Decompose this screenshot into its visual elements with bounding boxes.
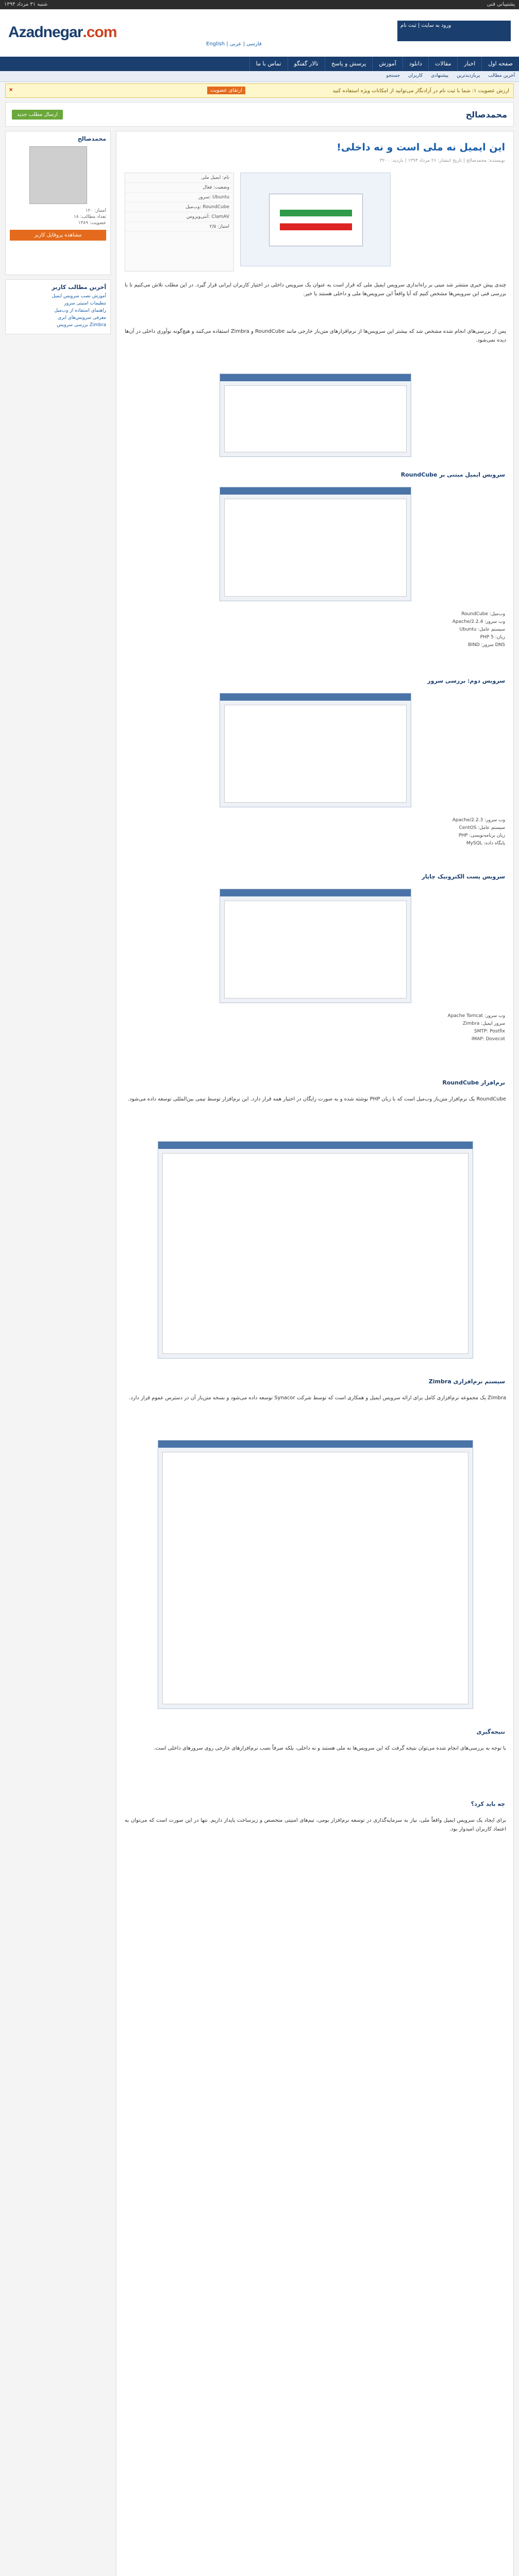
article-paragraph: Zimbra یک مجموعه نرم‌افزاری کامل برای ارائه سرویس ایمیل و همکاری است که توسط شرکت Synacor توسعه داده می‌شود و نسخه متن‌باز آن در دسترس عموم قرار دارد. xyxy=(129,1395,506,1401)
topbar-support-link[interactable]: پشتیبانی فنی xyxy=(487,2,515,7)
section-heading: نتیجه‌گیری xyxy=(476,1728,505,1735)
close-icon[interactable]: × xyxy=(9,87,13,93)
profile-stat: امتیاز: ۱۲۰ xyxy=(85,208,106,213)
info-row: امتیاز: ۲/۵ xyxy=(125,222,233,232)
section-heading: سرویس دوم: بررسی سرور xyxy=(427,677,505,684)
screenshot-image xyxy=(158,1440,473,1709)
info-row: وضعیت: فعال xyxy=(125,183,233,193)
article-main xyxy=(116,131,514,2576)
flag-icon xyxy=(280,210,352,230)
avatar[interactable] xyxy=(29,146,87,204)
screenshot-image xyxy=(220,693,411,807)
hero-image xyxy=(240,173,391,266)
section-heading: سیستم نرم‌افزاری Zimbra xyxy=(428,1378,505,1385)
profile-stat: تعداد مطالب: ۱۸ xyxy=(73,214,106,219)
nav-item[interactable]: مقالات xyxy=(428,57,457,71)
info-row: نام: ایمیل ملی xyxy=(125,173,233,183)
info-row: وب‌میل: RoundCube xyxy=(125,202,233,212)
article-paragraph: پس از بررسی‌های انجام شده مشخص شد که بیشتر این سرویس‌ها از نرم‌افزارهای متن‌باز خارجی مانند RoundCube و Zimbra استفاده می‌کنند و هیچ‌گونه نوآوری داخلی در آن‌ها دیده نمی‌شود. xyxy=(125,329,507,343)
article-paragraph: برای ایجاد یک سرویس ایمیل واقعاً ملی، نیاز به سرمایه‌گذاری در توسعه نرم‌افزار بومی، تیم‌های امنیتی متخصص و زیرساخت پایدار داریم. تنها در این صورت است که می‌توان به اعتماد کاربران امیدوار بود. xyxy=(125,1818,506,1832)
topbar-date: شنبه ۳۱ مرداد ۱۳۹۴ xyxy=(4,2,48,7)
info-row: آنتی‌ویروس: ClamAV xyxy=(125,212,233,222)
article-paragraph: با توجه به بررسی‌های انجام شده می‌توان نتیجه گرفت که این سرویس‌ها نه ملی هستند و نه داخلی، بلکه صرفاً نصب نرم‌افزارهای خارجی روی سرورهای داخلی است. xyxy=(154,1745,506,1751)
subnav-item[interactable]: آخرین مطالب xyxy=(488,73,515,78)
new-post-button[interactable]: ارسال مطلب جدید xyxy=(12,110,63,120)
top-bar xyxy=(0,0,519,9)
nav-item[interactable]: اخبار xyxy=(457,57,481,71)
nav-item[interactable]: تماس با ما xyxy=(249,57,288,71)
site-header xyxy=(0,9,519,57)
membership-alert xyxy=(5,83,514,98)
recent-post-link[interactable]: تنظیمات امنیتی سرور xyxy=(64,301,106,306)
section-heading: سرویس پست الکترونیک چاپار xyxy=(422,873,505,880)
sub-nav xyxy=(0,71,519,82)
profile-name[interactable]: محمدصالح xyxy=(77,135,106,142)
info-row: سرور: Ubuntu xyxy=(125,193,233,202)
screenshot-image xyxy=(220,487,411,601)
section-heading: چه باید کرد؟ xyxy=(471,1801,505,1807)
subnav-item[interactable]: جستجو xyxy=(386,73,400,78)
recent-posts xyxy=(5,279,111,334)
screenshot-image xyxy=(220,889,411,1003)
article-meta: نویسنده: محمدصالح | تاریخ انتشار: ۲۶ مرداد ۱۳۹۴ | بازدید: ۳۲۰۰ xyxy=(379,158,505,163)
subnav-item[interactable]: پربازدیدترین xyxy=(457,73,480,78)
recent-post-link[interactable]: معرفی سرویس‌های ابری xyxy=(57,315,106,320)
info-box xyxy=(125,173,234,272)
view-profile-button[interactable]: مشاهده پروفایل کاربر xyxy=(10,230,106,241)
article-paragraph: RoundCube یک نرم‌افزار متن‌باز وب‌میل است که با زبان PHP نوشته شده و به صورت رایگان در اختیار همه قرار دارد. این نرم‌افزار توسط تیمی بین‌المللی توسعه داده می‌شود. xyxy=(127,1096,506,1102)
recent-posts-title: آخرین مطالب کاربر xyxy=(52,284,106,291)
article-paragraph: چندی پیش خبری منتشر شد مبنی بر راه‌اندازی سرویس ایمیل ملی که قرار است به عنوان یک سرویس داخلی در اختیار کاربران ایرانی قرار گیرد. در این مطلب تلاش می‌کنیم تا با بررسی فنی این سرویس‌ها مشخص کنیم که آیا واقعاً این سرویس‌ها ملی و داخلی هستند یا خیر. xyxy=(125,282,506,297)
subnav-item[interactable]: کاربران xyxy=(408,73,423,78)
page-title-bar xyxy=(5,102,514,127)
nav-item[interactable]: تالار گفتگو xyxy=(288,57,325,71)
main-nav xyxy=(0,57,519,71)
spec-list: وب سرور: Apache Tomcat سرور ایمیل: Zimbra SMTP: Postfix IMAP: Dovecot xyxy=(447,1013,505,1042)
alert-message: ارزش عضویت ۱: شما با ثبت نام در آزادنگار می‌توانید از امکانات ویژه استفاده کنید xyxy=(332,88,509,94)
article-title: این ایمیل نه ملی است و نه داخلی! xyxy=(337,142,505,153)
site-logo[interactable]: Azadnegar.com xyxy=(8,24,117,41)
upgrade-button[interactable]: ارتقای عضویت xyxy=(207,87,245,94)
section-heading: نرم‌افزار RoundCube xyxy=(442,1079,505,1086)
section-heading: سرویس ایمیل مبتنی بر RoundCube xyxy=(400,471,505,478)
language-links[interactable]: English | فارسی | عربی xyxy=(206,41,262,47)
screenshot-image xyxy=(158,1141,473,1359)
spec-list: وب سرور: Apache/2.2.3 سیستم عامل: CentOS زبان برنامه‌نویسی: PHP پایگاه داده: MySQL xyxy=(452,818,505,846)
sidebar xyxy=(5,131,111,334)
profile-stat: عضویت: ۱۳۸۹ xyxy=(78,221,106,226)
user-login-box[interactable]: ورود به سایت | ثبت نام xyxy=(397,21,511,41)
recent-post-link[interactable]: راهنمای استفاده از وب‌میل xyxy=(54,308,106,313)
subnav-item[interactable]: پیشنهادی xyxy=(431,73,449,78)
screenshot-image xyxy=(220,374,411,457)
nav-item[interactable]: پرسش و پاسخ xyxy=(325,57,372,71)
nav-item[interactable]: صفحه اول xyxy=(481,57,519,71)
envelope-icon xyxy=(269,194,363,246)
nav-item[interactable]: آموزش xyxy=(372,57,402,71)
recent-post-link[interactable]: آموزش نصب سرویس ایمیل xyxy=(52,294,106,299)
spec-list: وب‌میل: RoundCube وب سرور: Apache/2.2.4 سیستم عامل: Ubuntu زبان: PHP 5 DNS سرور: BIND xyxy=(452,612,505,648)
nav-item[interactable]: دانلود xyxy=(403,57,428,71)
page-title: محمدصالح xyxy=(465,110,507,120)
profile-card xyxy=(5,131,111,275)
recent-post-link[interactable]: بررسی سرویس Zimbra xyxy=(57,323,106,328)
